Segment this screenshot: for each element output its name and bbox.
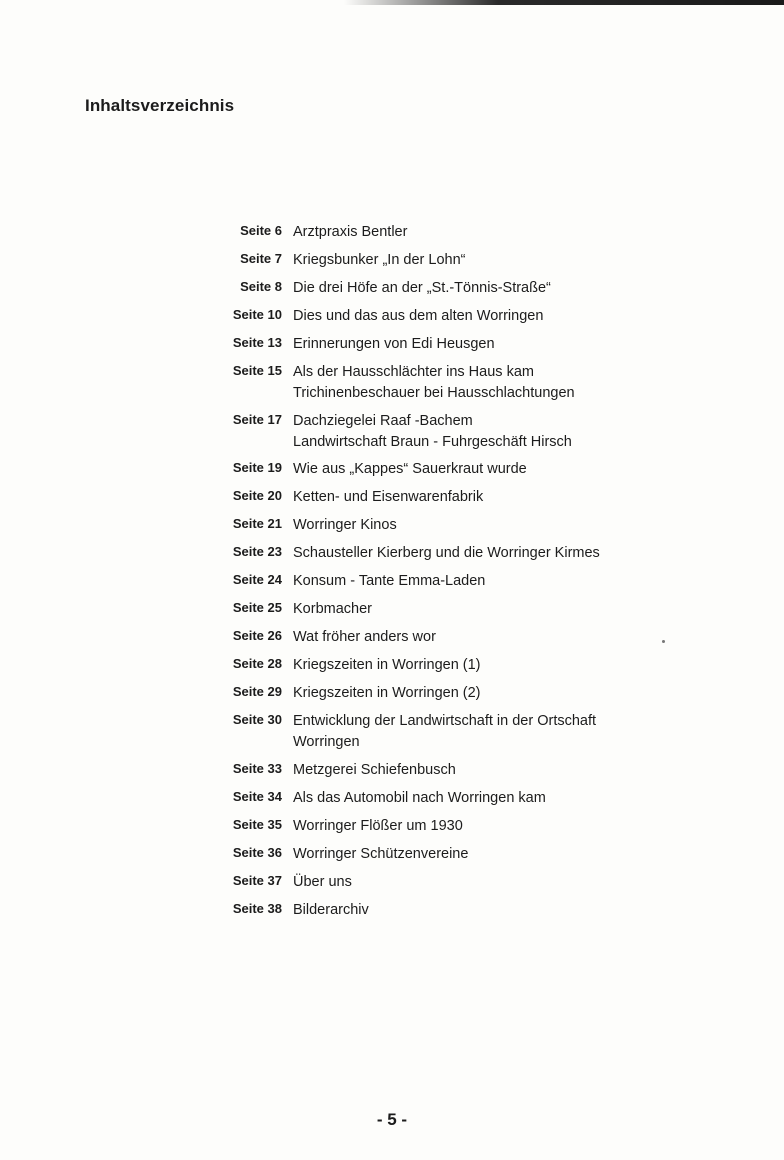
toc-page-label: Seite 19 (232, 460, 282, 475)
toc-entry (222, 788, 642, 816)
toc-entry-line: Arztpraxis Bentler (293, 224, 408, 240)
toc-entry-title (282, 627, 436, 648)
toc-entry-line: Wat fröher anders wor (293, 629, 436, 645)
toc-entry-title (282, 900, 369, 921)
toc-entry-title (282, 306, 543, 327)
toc-entry-title (282, 543, 600, 564)
toc-entry-line: Dies und das aus dem alten Worringen (293, 308, 544, 324)
toc-entry-line: Ketten- und Eisenwarenfabrik (293, 489, 484, 505)
toc-page-label: Seite 30 (232, 712, 282, 727)
toc-entry-title (282, 760, 456, 781)
toc-entry-line: Worringer Kinos (293, 517, 397, 533)
toc-entry (222, 278, 642, 306)
toc-entry-title (282, 411, 572, 453)
toc-entry (222, 872, 642, 900)
toc-entry-title (282, 655, 481, 676)
toc-entry (222, 515, 642, 543)
toc-page-label: Seite 35 (232, 816, 282, 832)
toc-entry-line: Kriegszeiten in Worringen (2) (293, 685, 481, 701)
toc-entry (222, 362, 642, 411)
toc-entry-line: Schausteller Kierberg und die Worringer Kirmes (293, 545, 600, 561)
toc-entry (222, 627, 642, 655)
toc-entry-title (282, 788, 546, 809)
toc-page-label: Seite 37 (232, 872, 282, 888)
toc-entry-title (282, 683, 481, 704)
toc-entry (222, 711, 642, 760)
toc-entry-line: Worringer Flößer um 1930 (293, 817, 463, 834)
toc-page-label: Seite 38 (232, 900, 282, 916)
toc-entry-line: Wie aus „Kappes“ Sauerkraut wurde (293, 461, 527, 477)
toc-entry (222, 487, 642, 515)
toc-page-label: Seite 25 (232, 600, 282, 615)
toc-page-label: Seite 36 (232, 844, 282, 860)
toc-page-label: Seite 6 (240, 223, 282, 238)
toc-entry-line: Entwicklung der Landwirtschaft in der Ortschaft (293, 713, 597, 729)
scan-edge-shadow (344, 0, 784, 5)
toc-page-label: Seite 10 (232, 307, 282, 322)
toc-entry-title (282, 844, 468, 865)
toc-entry-line: Die drei Höfe an der „St.-Tönnis-Straße“ (293, 280, 551, 296)
toc-entry-line: Korbmacher (293, 601, 372, 617)
toc-entry-line: Kriegszeiten in Worringen (1) (293, 657, 481, 673)
table-of-contents (222, 222, 642, 928)
toc-entry (222, 222, 642, 250)
toc-entry-title (282, 459, 527, 480)
toc-page-label: Seite 33 (232, 760, 282, 776)
toc-entry-line: Worringen (293, 734, 360, 750)
toc-page-label: Seite 17 (232, 411, 282, 427)
toc-page-label: Seite 13 (232, 335, 282, 350)
toc-page-label: Seite 21 (232, 516, 282, 531)
toc-entry (222, 543, 642, 571)
toc-entry (222, 250, 642, 278)
toc-entry-title (282, 515, 397, 536)
toc-page-label: Seite 7 (240, 251, 282, 266)
toc-entry-title (282, 711, 596, 753)
toc-entry-line: Über uns (293, 873, 352, 890)
toc-entry (222, 571, 642, 599)
toc-entry-title (282, 872, 352, 893)
toc-page-label: Seite 26 (232, 628, 282, 643)
toc-entry-line: Konsum - Tante Emma-Laden (293, 573, 486, 589)
toc-page-label: Seite 15 (232, 363, 282, 378)
toc-entry-line: Worringer Schützenvereine (293, 845, 469, 862)
page-number: - 5 - (376, 1110, 408, 1129)
toc-page-label: Seite 34 (232, 788, 282, 804)
toc-entry (222, 844, 642, 872)
toc-entry (222, 900, 642, 928)
toc-entry-line: Metzgerei Schiefenbusch (293, 761, 456, 778)
scan-speck (662, 640, 665, 643)
toc-entry-line: Dachziegelei Raaf -Bachem (293, 412, 473, 429)
toc-entry (222, 655, 642, 683)
toc-entry-title (282, 816, 463, 837)
toc-entry-title (282, 278, 551, 299)
toc-entry-title (282, 487, 483, 508)
toc-entry (222, 760, 642, 788)
toc-entry-title (282, 362, 575, 404)
toc-entry (222, 334, 642, 362)
toc-entry-line: Als der Hausschlächter ins Haus kam (293, 364, 534, 380)
toc-entry-title (282, 222, 407, 243)
toc-page-label: Seite 8 (240, 279, 282, 294)
toc-page-label: Seite 20 (232, 488, 282, 503)
toc-entry-line: Als das Automobil nach Worringen kam (293, 789, 546, 806)
toc-entry-line: Kriegsbunker „In der Lohn“ (293, 252, 466, 268)
toc-entry (222, 599, 642, 627)
toc-entry-line: Erinnerungen von Edi Heusgen (293, 336, 495, 352)
toc-entry-line: Bilderarchiv (293, 901, 369, 918)
toc-page-label: Seite 29 (232, 684, 282, 699)
toc-entry (222, 306, 642, 334)
toc-entry (222, 411, 642, 460)
toc-entry-title (282, 250, 466, 271)
toc-entry (222, 459, 642, 487)
toc-entry (222, 683, 642, 711)
toc-page-label: Seite 23 (232, 544, 282, 559)
toc-page-label: Seite 28 (232, 656, 282, 671)
toc-entry-title (282, 571, 485, 592)
toc-page-label: Seite 24 (232, 572, 282, 587)
toc-entry (222, 816, 642, 844)
toc-heading: Inhaltsverzeichnis (85, 96, 235, 115)
toc-entry-title (282, 599, 372, 620)
toc-entry-line: Trichinenbeschauer bei Hausschlachtungen (293, 385, 575, 401)
toc-entry-title (282, 334, 495, 355)
toc-entry-line: Landwirtschaft Braun - Fuhrgeschäft Hirsch (293, 433, 572, 450)
